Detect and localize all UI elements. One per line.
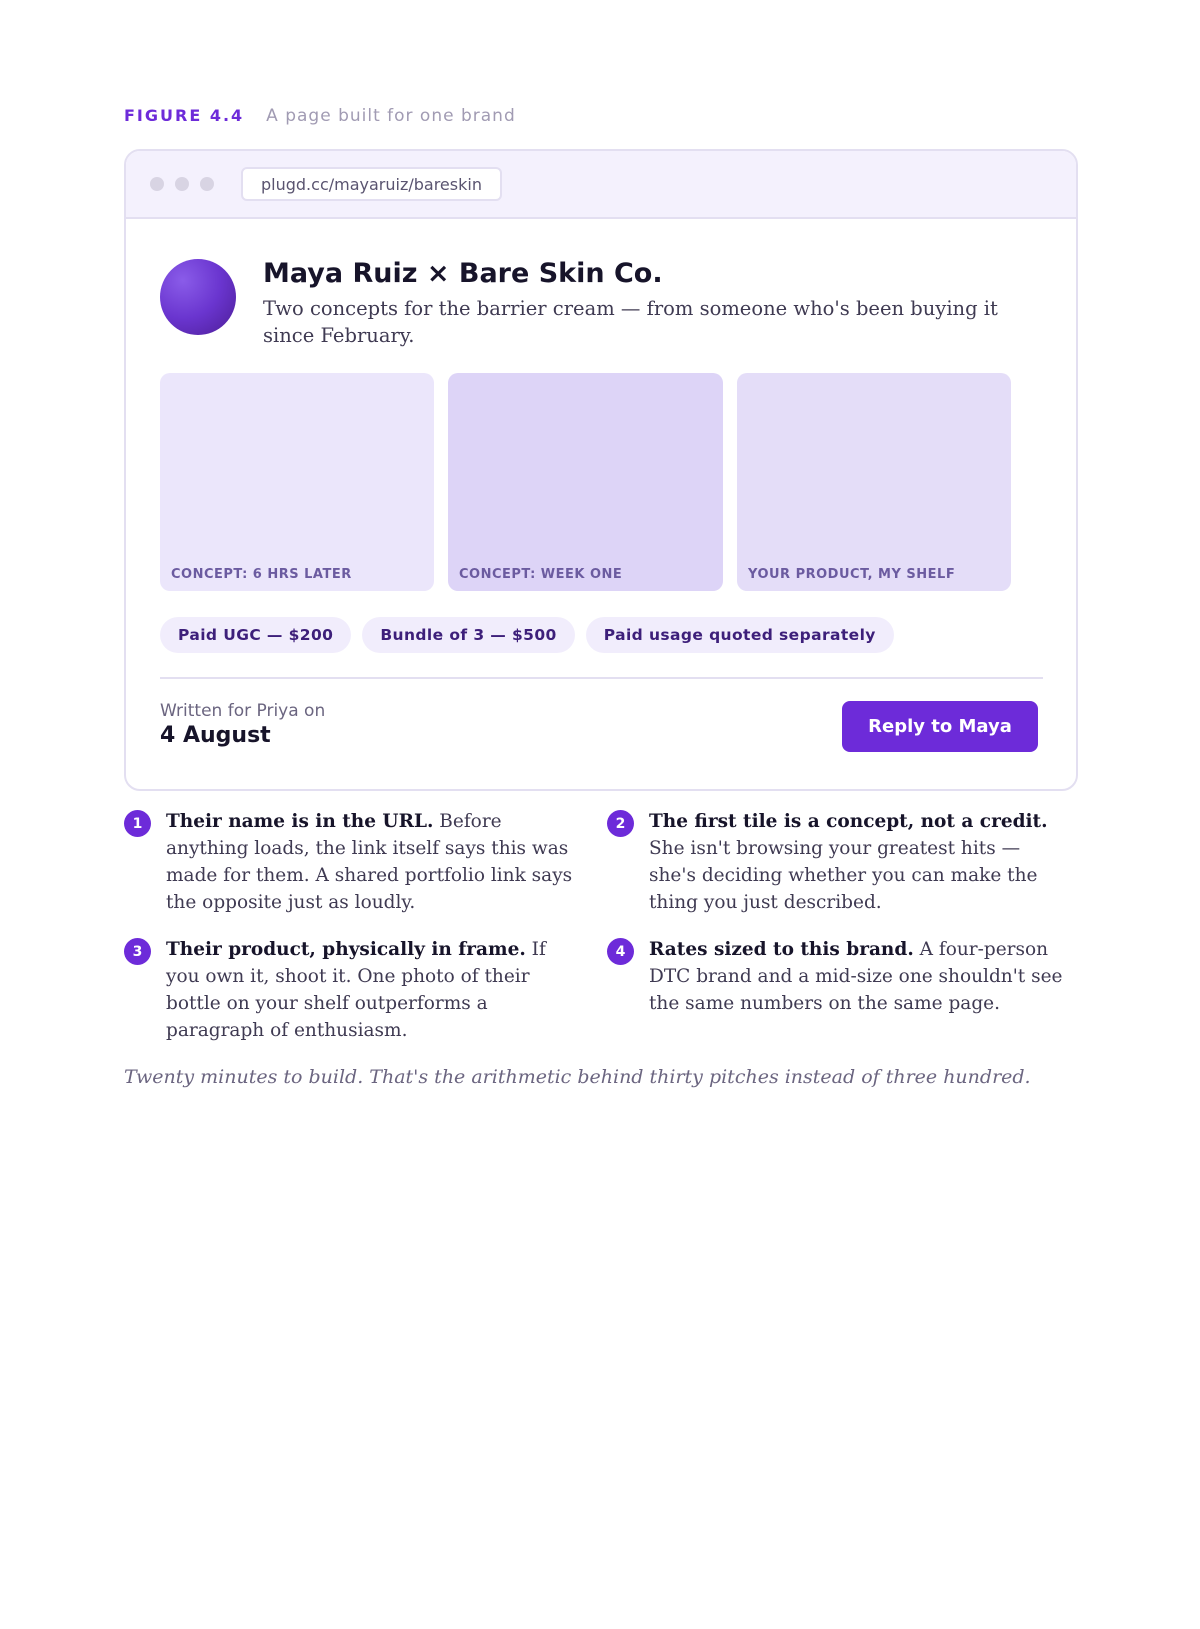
reply-button[interactable]: Reply to Maya: [842, 701, 1038, 752]
note-text: [166, 808, 579, 916]
note-body: A four-person DTC brand and a mid-size one shouldn't see the same numbers on the same page.: [649, 939, 1063, 1014]
tile-grid: [160, 373, 1011, 591]
figure-label: FIGURE 4.4: [124, 106, 245, 125]
window-dot-minimize-icon[interactable]: [175, 177, 189, 191]
number-badge: 4: [607, 938, 634, 965]
written-date: 4 August: [160, 723, 271, 748]
note-heading: Their product, physically in frame.: [166, 939, 526, 960]
tile-concept-6hrs[interactable]: [160, 373, 434, 591]
note-1: [124, 808, 579, 916]
closing-remark: Twenty minutes to build. That's the arithmetic behind thirty pitches instead of three hundred.: [124, 1066, 1031, 1088]
rate-pills: [160, 617, 905, 653]
window-dot-close-icon[interactable]: [150, 177, 164, 191]
note-body: She isn't browsing your greatest hits — she's deciding whether you can make the thing you just described.: [649, 838, 1038, 913]
avatar: [160, 259, 236, 335]
note-heading: Rates sized to this brand.: [649, 939, 914, 960]
note-text: [649, 936, 1067, 1017]
number-badge: 2: [607, 810, 634, 837]
browser-mockup: [124, 149, 1078, 791]
note-body: If you own it, shoot it. One photo of their bottle on your shelf outperforms a paragraph of enthusiasm.: [166, 939, 546, 1041]
tile-label: CONCEPT: WEEK ONE: [459, 567, 623, 582]
note-3: [124, 936, 579, 1044]
note-4: [607, 936, 1067, 1017]
note-heading: Their name is in the URL.: [166, 811, 434, 832]
tile-concept-week-one[interactable]: [448, 373, 723, 591]
note-2: [607, 808, 1067, 916]
tile-product-shelf[interactable]: [737, 373, 1011, 591]
window-dot-maximize-icon[interactable]: [200, 177, 214, 191]
tile-label: YOUR PRODUCT, MY SHELF: [748, 567, 956, 582]
note-heading: The first tile is a concept, not a credit.: [649, 811, 1048, 832]
pill-bundle: Bundle of 3 — $500: [362, 617, 574, 653]
note-body: Before anything loads, the link itself says this was made for them. A shared portfolio link says the opposite just as loudly.: [166, 811, 573, 913]
written-for: [160, 701, 325, 748]
profile-header: [160, 259, 1043, 349]
written-for-label: Written for Priya on: [160, 701, 326, 721]
figure-caption: [124, 106, 516, 126]
tile-label: CONCEPT: 6 HRS LATER: [171, 567, 352, 582]
pill-paid-usage: Paid usage quoted separately: [586, 617, 894, 653]
number-badge: 3: [124, 938, 151, 965]
page-title: Maya Ruiz × Bare Skin Co.: [263, 258, 663, 289]
browser-chrome: [126, 151, 1076, 219]
note-text: [166, 936, 579, 1044]
number-badge: 1: [124, 810, 151, 837]
figure-title: A page built for one brand: [266, 106, 516, 126]
divider: [160, 677, 1043, 679]
pill-paid-ugc: Paid UGC — $200: [160, 617, 351, 653]
url-bar[interactable]: plugd.cc/mayaruiz/bareskin: [241, 167, 502, 201]
note-text: [649, 808, 1067, 916]
page-tagline: Two concepts for the barrier cream — from someone who's been buying it since February.: [263, 297, 998, 347]
